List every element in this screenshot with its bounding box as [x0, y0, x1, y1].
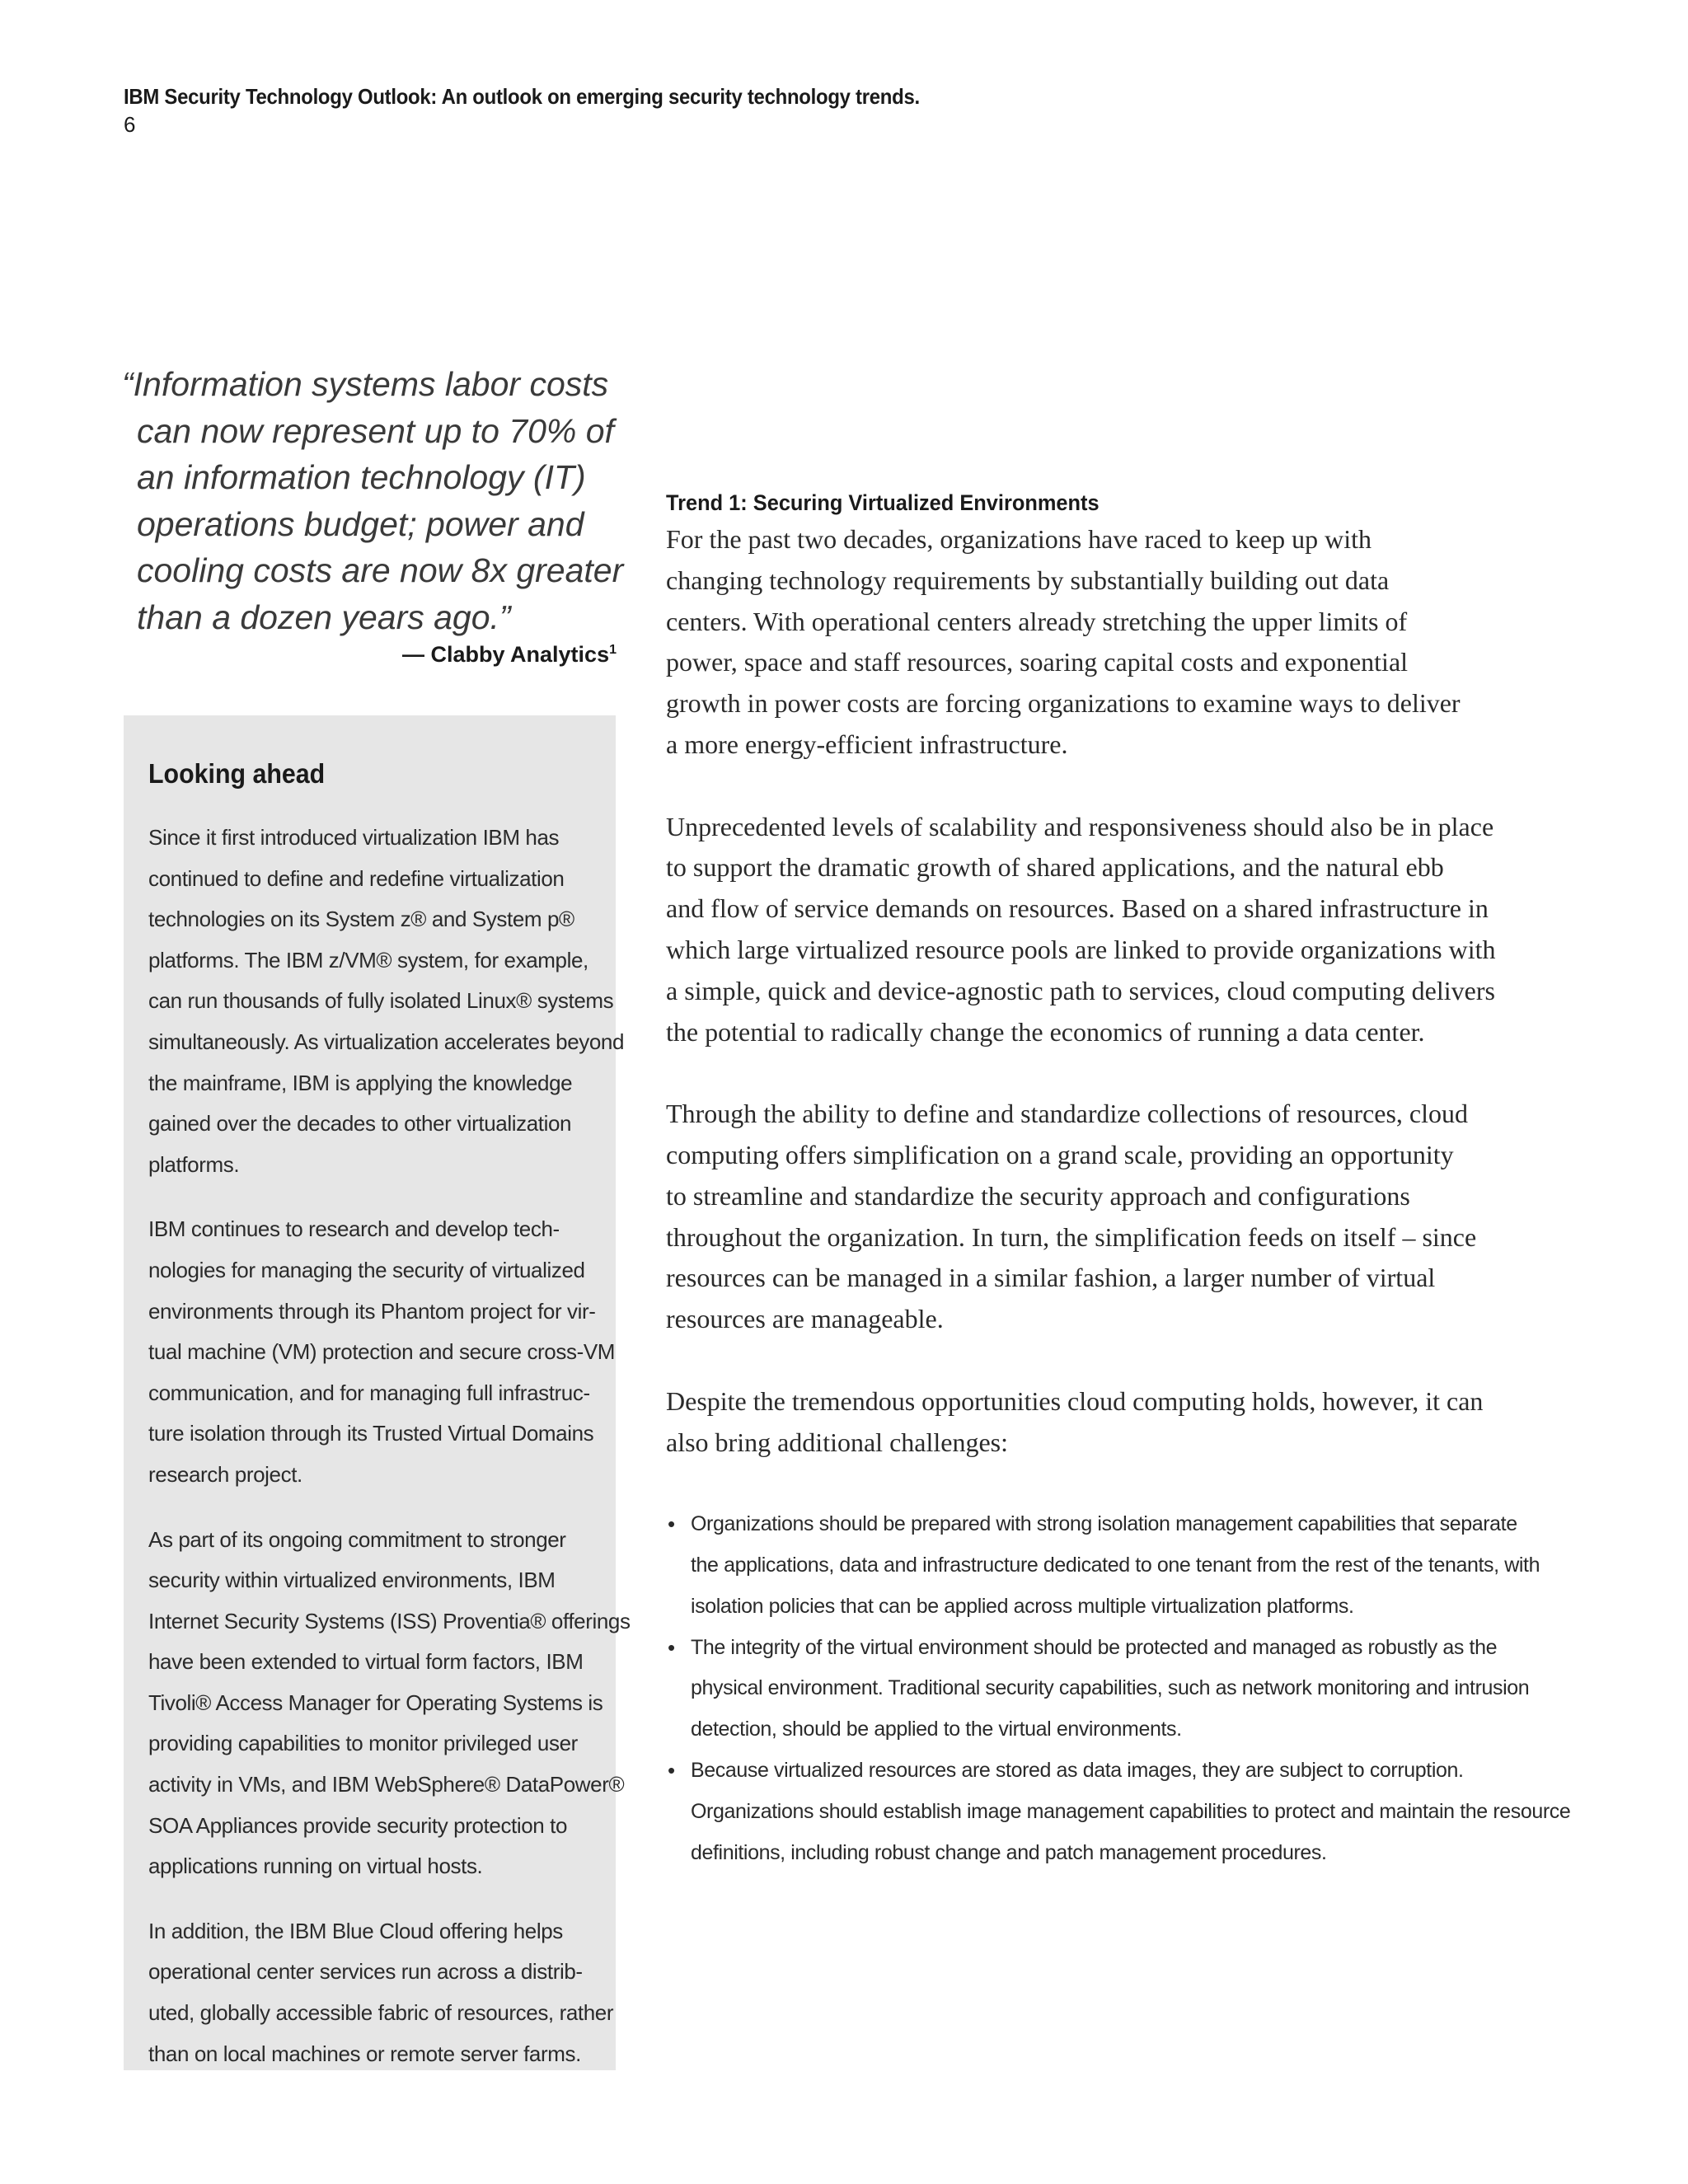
- text-line: Since it first introduced virtualization IBM has: [148, 825, 560, 850]
- text-line: which large virtualized resource pools are linked to provide organizations with: [666, 934, 1496, 964]
- text-line: Unprecedented levels of scalability and responsiveness should also be in place: [666, 811, 1494, 841]
- sidebar-paragraph: [148, 1520, 631, 1887]
- page-header: [124, 82, 1442, 138]
- text-line: research project.: [148, 1461, 302, 1487]
- section-heading: Trend 1: Securing Virtualized Environments: [666, 490, 1100, 515]
- quote-line: operations budget; power and: [137, 504, 584, 543]
- body-paragraph: [666, 1094, 1573, 1340]
- main-article: [666, 486, 1573, 1873]
- text-line: Organizations should be prepared with strong isolation management capabilities that separate: [691, 1512, 1517, 1536]
- text-line: nologies for managing the security of virtualized: [148, 1257, 585, 1282]
- bullet-icon: •: [668, 1511, 675, 1537]
- text-line: technologies on its System z® and System p®: [148, 907, 574, 932]
- bullet-icon: •: [668, 1757, 675, 1783]
- text-line: Organizations should establish image management capabilities to protect and maintain the resource: [691, 1799, 1571, 1823]
- text-line: a simple, quick and device-agnostic path to services, cloud computing delivers: [666, 975, 1495, 1005]
- text-line: growth in power costs are forcing organizations to examine ways to deliver: [666, 688, 1461, 719]
- text-line: gained over the decades to other virtualization: [148, 1111, 572, 1137]
- text-line: tual machine (VM) protection and secure cross-VM: [148, 1339, 616, 1365]
- text-line: to support the dramatic growth of shared applications, and the natural ebb: [666, 852, 1444, 883]
- text-line: can run thousands of fully isolated Linux® systems: [148, 988, 614, 1014]
- list-item: [666, 1504, 1573, 1627]
- text-line: For the past two decades, organizations have raced to keep up with: [666, 524, 1372, 554]
- text-line: power, space and staff resources, soaring capital costs and exponential: [666, 647, 1409, 677]
- text-line: the mainframe, IBM is applying the knowledge: [148, 1070, 573, 1095]
- text-line: Because virtualized resources are stored as data images, they are subject to corruption.: [691, 1758, 1464, 1782]
- sidebar-paragraph: [148, 818, 625, 1185]
- text-line: also bring additional challenges:: [666, 1427, 1008, 1457]
- text-line: to streamline and standardize the security approach and configurations: [666, 1180, 1410, 1211]
- text-line: applications running on virtual hosts.: [148, 1854, 483, 1879]
- attribution-text: — Clabby Analytics: [402, 642, 610, 667]
- text-line: isolation policies that can be applied across multiple virtualization platforms.: [691, 1594, 1354, 1618]
- text-line: continued to define and redefine virtualization: [148, 865, 565, 891]
- sidebar-paragraph: [148, 1209, 616, 1495]
- text-line: than on local machines or remote server farms.: [148, 2041, 581, 2066]
- text-line: and flow of service demands on resources. Based on a shared infrastructure in: [666, 893, 1489, 924]
- text-line: simultaneously. As virtualization accelerates beyond: [148, 1029, 625, 1054]
- text-line: security within virtualized environments, IBM: [148, 1568, 556, 1593]
- text-line: Through the ability to define and standardize collections of resources, cloud: [666, 1099, 1469, 1129]
- list-item: [666, 1750, 1573, 1873]
- quote-attribution: [122, 642, 625, 668]
- text-line: Despite the tremendous opportunities cloud computing holds, however, it can: [666, 1385, 1484, 1416]
- text-line: the applications, data and infrastructure dedicated to one tenant from the rest of the tenants, with: [691, 1553, 1540, 1577]
- text-line: changing technology requirements by substantially building out data: [666, 565, 1390, 595]
- text-line: resources are manageable.: [666, 1304, 944, 1334]
- text-line: throughout the organization. In turn, the simplification feeds on itself – since: [666, 1221, 1477, 1252]
- text-line: computing offers simplification on a grand scale, providing an opportunity: [666, 1139, 1454, 1169]
- text-line: communication, and for managing full infrastruc-: [148, 1380, 590, 1405]
- body-paragraph: [666, 807, 1573, 1053]
- pull-quote: [122, 361, 625, 668]
- quote-line: an information technology (IT): [137, 458, 586, 496]
- text-line: operational center services run across a distrib-: [148, 1959, 583, 1985]
- text-line: environments through its Phantom project for vir-: [148, 1298, 596, 1324]
- text-line: Tivoli® Access Manager for Operating Systems is: [148, 1690, 603, 1715]
- text-line: IBM continues to research and develop tech-: [148, 1216, 560, 1242]
- text-line: definitions, including robust change and patch management procedures.: [691, 1840, 1327, 1864]
- text-line: centers. With operational centers already stretching the upper limits of: [666, 606, 1408, 636]
- text-line: As part of its ongoing commitment to stronger: [148, 1526, 566, 1552]
- text-line: The integrity of the virtual environment should be protected and managed as robustly as the: [691, 1635, 1498, 1659]
- quote-line: than a dozen years ago.”: [137, 598, 511, 636]
- text-line: ture isolation through its Trusted Virtual Domains: [148, 1421, 594, 1446]
- body-paragraph: [666, 519, 1573, 766]
- text-line: uted, globally accessible fabric of resources, rather: [148, 2000, 614, 2026]
- sidebar-heading: Looking ahead: [148, 758, 326, 789]
- text-line: a more energy-efficient infrastructure.: [666, 729, 1068, 759]
- text-line: resources can be managed in a similar fashion, a larger number of virtual: [666, 1263, 1436, 1293]
- page-number: 6: [124, 112, 136, 137]
- text-line: physical environment. Traditional security capabilities, such as network monitoring and intrusion: [691, 1676, 1530, 1700]
- bullet-icon: •: [668, 1634, 675, 1660]
- text-line: In addition, the IBM Blue Cloud offering helps: [148, 1918, 563, 1943]
- text-line: the potential to radically change the economics of running a data center.: [666, 1016, 1425, 1047]
- document-title: IBM Security Technology Outlook: An outlook on emerging security technology trends.: [124, 84, 920, 109]
- text-line: Internet Security Systems (ISS) Proventia® offerings: [148, 1608, 631, 1633]
- text-line: activity in VMs, and IBM WebSphere® DataPower®: [148, 1772, 625, 1797]
- quote-line: can now represent up to 70% of: [137, 411, 614, 450]
- looking-ahead-sidebar: [124, 715, 631, 2070]
- text-line: detection, should be applied to the virtual environments.: [691, 1718, 1182, 1741]
- quote-line: “Information systems labor costs: [122, 365, 609, 403]
- quote-line: cooling costs are now 8x greater: [137, 551, 624, 589]
- challenges-list: [666, 1504, 1573, 1873]
- text-line: platforms. The IBM z/VM® system, for example,: [148, 947, 588, 972]
- sidebar-paragraph: [148, 1911, 614, 2074]
- list-item: [666, 1628, 1573, 1750]
- text-line: have been extended to virtual form factors, IBM: [148, 1649, 584, 1675]
- body-paragraph: [666, 1381, 1573, 1464]
- text-line: platforms.: [148, 1151, 240, 1177]
- text-line: SOA Appliances provide security protection to: [148, 1812, 568, 1838]
- footnote-reference: 1: [609, 643, 617, 657]
- text-line: providing capabilities to monitor privileged user: [148, 1731, 578, 1756]
